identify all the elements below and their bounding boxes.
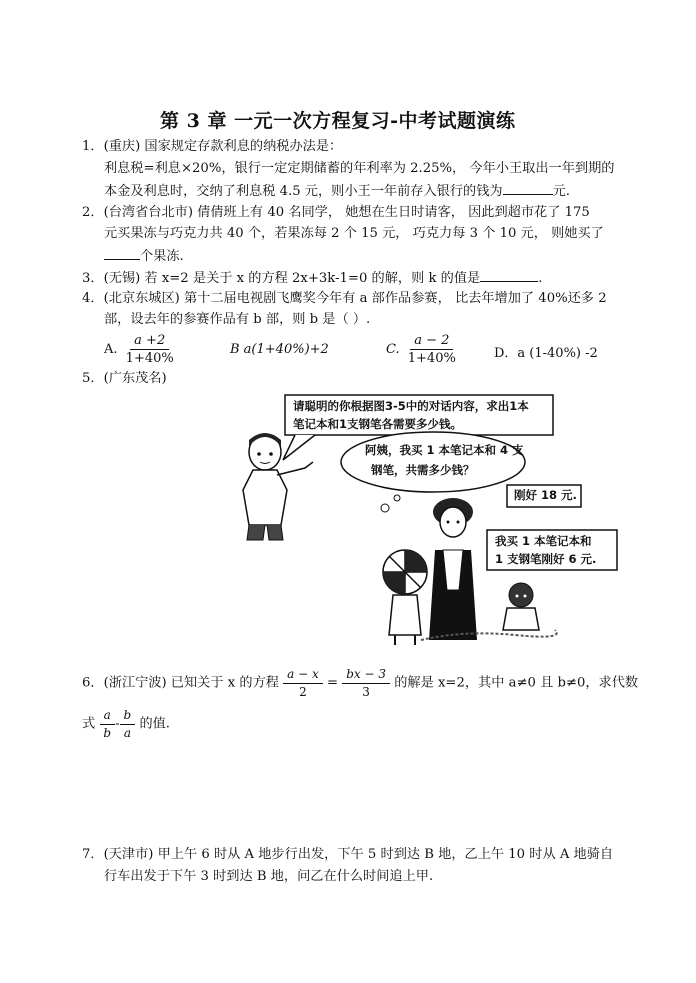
- teacher-speech-line1: 请聪明的你根据图3-5中的对话内容，求出1本: [293, 399, 529, 413]
- q4-option-c-denominator: 1+40%: [407, 351, 456, 366]
- child-with-umbrella: [383, 550, 427, 645]
- q7-line2: 行车出发于下午 3 时到达 B 地，问乙在什么时间追上甲.: [104, 869, 434, 884]
- q4-option-d: D．a (1-40%) -2: [494, 346, 598, 361]
- q4-option-c-label: C.: [386, 342, 400, 357]
- cloud-dot-2: [394, 495, 400, 501]
- q6-post: 的解是 x=2，其中 a≠0 且 b≠0，求代数: [394, 675, 639, 691]
- small-kid-figure: [503, 583, 539, 630]
- q4-option-a-denominator: 1+40%: [125, 351, 174, 366]
- q4-option-a-label: A.: [104, 342, 118, 357]
- woman-figure: [429, 498, 477, 640]
- q4-option-c-fraction: [404, 332, 460, 367]
- boy-figure: [243, 433, 313, 540]
- q5-illustration: [225, 390, 625, 650]
- boy-speech-line2: 钢笔，共需多少钱？: [371, 463, 475, 477]
- question-3: [82, 267, 542, 289]
- q4-option-a: [104, 332, 178, 367]
- teacher-speech-line2: 笔记本和1支钢笔各需要多少钱。: [293, 417, 462, 431]
- q6-line2-pre: 式: [82, 716, 96, 732]
- q6-pre: 6．(浙江宁波) 已知关于 x 的方程: [82, 675, 279, 691]
- q1-line2: 利息税=利息×20%，银行一定定期储蓄的年利率为 2.25%， 今年小王取出一年到期的: [104, 161, 615, 176]
- kid-speech-line1: 我买 1 本笔记本和: [495, 534, 592, 548]
- q3-end: .: [538, 271, 543, 286]
- q3-text: 3．(无锡) 若 x=2 是关于 x 的方程 2x+3k-1=0 的解，则 k 的值是: [82, 271, 481, 286]
- q2-answer-blank: [104, 245, 140, 260]
- kid-speech-line2: 1 支钢笔刚好 6 元.: [495, 552, 597, 566]
- q6-minus: -: [115, 716, 120, 732]
- q4-option-a-fraction: [122, 332, 178, 367]
- q6-fraction-2-den: 3: [362, 685, 370, 699]
- q6-fraction-2-num: bx − 3: [342, 666, 390, 684]
- q6-equals: =: [326, 675, 339, 691]
- q6-fraction-1-den: 2: [299, 685, 307, 699]
- q6-fraction-3-num: a: [100, 707, 115, 725]
- q7-line1: 7．(天津市) 甲上午 6 时从 A 地步行出发，下午 5 时到达 B 地，乙上午 10 时从 A 地骑自: [82, 847, 614, 862]
- q6-fraction-4: [120, 707, 136, 742]
- q4-option-a-numerator: a +2: [130, 332, 169, 350]
- q4-line2: 部，设去年的参赛作品有 b 部，则 b 是（ ）.: [104, 312, 371, 327]
- q6-fraction-1: [283, 666, 323, 701]
- question-6-line2: [82, 707, 170, 742]
- page-title: 第 3 章 一元一次方程复习-中考试题演练: [160, 110, 516, 132]
- q2-line3-text: 个果冻.: [140, 249, 184, 264]
- teacher-speech-tail: [283, 435, 315, 460]
- q4-option-c: [386, 332, 460, 367]
- q6-fraction-4-num: b: [120, 707, 136, 725]
- q6-fraction-3: [99, 707, 115, 742]
- question-6-line1: [82, 666, 638, 701]
- q1-line3: [104, 180, 570, 202]
- woman-speech: 刚好 18 元.: [514, 488, 577, 502]
- q6-line2-post: 的值.: [139, 716, 171, 732]
- boy-speech-line1: 阿姨，我买 1 本笔记本和 4 支: [365, 443, 524, 457]
- q2-line3: [104, 245, 184, 267]
- q4-line1: 4．(北京东城区) 第十二届电视剧飞鹰奖今年有 a 部作品参赛， 比去年增加了 40%还多 2: [82, 291, 607, 306]
- q3-answer-blank: [480, 267, 538, 282]
- q1-answer-blank: [503, 180, 553, 195]
- q4-option-b: B a(1+40%)+2: [230, 342, 329, 357]
- q1-unit: 元.: [552, 184, 570, 199]
- q2-line1: 2．(台湾省台北市) 倩倩班上有 40 名同学， 她想在生日时请客， 因此到超市花了 175: [82, 205, 590, 220]
- q1-line3-text: 本金及利息时，交纳了利息税 4.5 元，则小王一年前存入银行的钱为: [104, 184, 503, 199]
- cloud-dot-1: [381, 504, 389, 512]
- q4-option-c-numerator: a − 2: [410, 332, 453, 350]
- q6-fraction-1-num: a − x: [283, 666, 323, 684]
- q6-fraction-2: [342, 666, 390, 701]
- q1-line1: 1．(重庆) 国家规定存款利息的纳税办法是：: [82, 139, 343, 154]
- q2-line2: 元买果冻与巧克力共 40 个，若果冻每 2 个 15 元， 巧克力每 3 个 10 元， 则她买了: [104, 226, 604, 241]
- q6-fraction-4-den: a: [123, 726, 131, 740]
- q6-fraction-3-den: b: [103, 726, 112, 740]
- q5-label: 5．(广东茂名): [82, 371, 167, 386]
